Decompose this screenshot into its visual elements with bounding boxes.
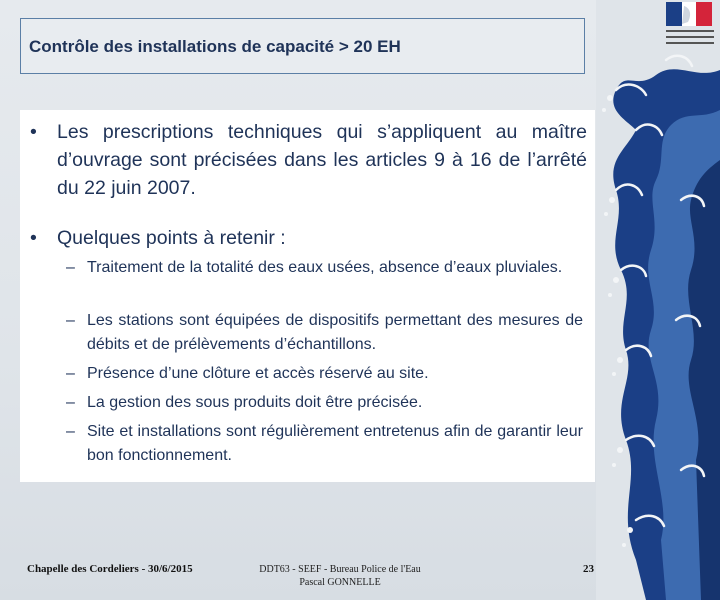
footer-location-date: Chapelle des Cordeliers - 30/6/2015 <box>27 563 193 575</box>
title-suffix: 20 EH <box>353 37 401 56</box>
greater-than-symbol: > <box>338 37 349 56</box>
sub-item-text: La gestion des sous produits doit être précisée. <box>87 394 423 411</box>
republique-francaise-logo <box>662 2 718 50</box>
sub-item-text: Présence d’une clôture et accès réservé au site. <box>87 365 429 382</box>
page-number: 23 <box>583 563 594 575</box>
footer-author-line2: Pascal GONNELLE <box>299 577 381 588</box>
bullet-text: Les prescriptions techniques qui s’appliquent au maître d’ouvrage sont précisées dans les articles 9 à 16 de l’arrêté du 22 juin 2007. <box>57 121 587 199</box>
dash-glyph: – <box>66 259 75 276</box>
sub-item-text: Traitement de la totalité des eaux usées, absence d’eaux pluviales. <box>87 259 563 276</box>
footer-author-line1: DDT63 - SEEF - Bureau Police de l'Eau <box>259 564 421 575</box>
wave-decoration <box>596 0 720 600</box>
bullet-glyph: • <box>30 227 37 249</box>
bullet-glyph: • <box>30 121 37 143</box>
slide-title <box>29 37 401 57</box>
slide-title-box <box>20 18 585 74</box>
footer-author <box>240 563 440 589</box>
dash-glyph: – <box>66 423 75 440</box>
slide-content <box>20 110 595 482</box>
bullet-text: Quelques points à retenir : <box>57 227 286 249</box>
dash-glyph: – <box>66 365 75 382</box>
dash-glyph: – <box>66 312 75 329</box>
title-main: Contrôle des installations de capacité <box>29 37 335 56</box>
dash-glyph: – <box>66 394 75 411</box>
sub-item-text: Les stations sont équipées de dispositifs permettant des mesures de débits et de prélèvements d’échantillons. <box>87 312 583 353</box>
sub-item-text: Site et installations sont régulièrement entretenus afin de garantir leur bon fonctionnement. <box>87 423 583 464</box>
